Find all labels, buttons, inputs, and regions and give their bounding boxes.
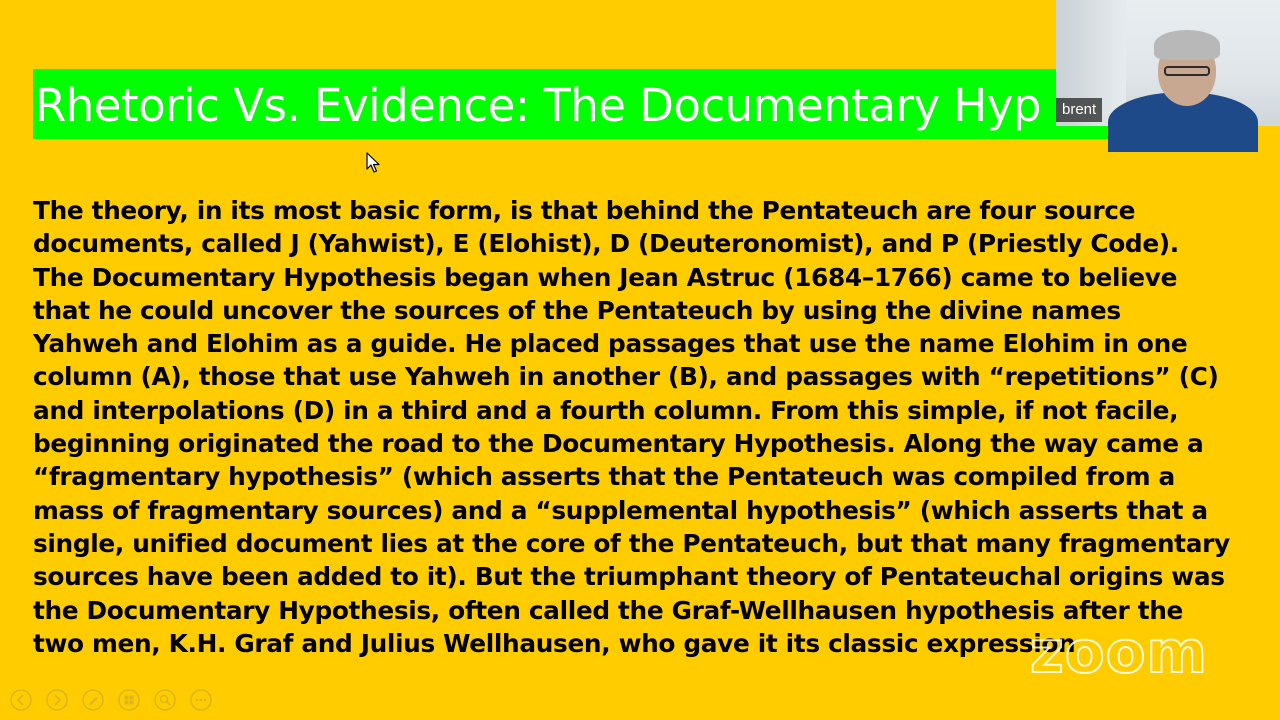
slide-body-line: The theory, in its most basic form, is that behind the Pentateuch are four source [33,196,1136,225]
slide-body-line: sources have been added to it). But the triumphant theory of Pentateuchal origins was [33,562,1225,592]
slide-body-line: beginning originated the road to the Documentary Hypothesis. Along the way came a [33,429,1204,459]
participant-video-hair [1154,30,1220,60]
slide-body-line: mass of fragmentary sources) and a “supplemental hypothesis” (which asserts that a [33,495,1208,525]
zoom-watermark: zoom [1030,618,1208,686]
grid-icon[interactable] [118,689,140,711]
slide-title: Rhetoric Vs. Evidence: The Documentary Hyp [35,79,1041,132]
slide-body-line: column (A), those that use Yahweh in another (B), and passages with “repetitions” (C) [33,362,1219,392]
slide-body-line: that he could uncover the sources of the Pentateuch by using the divine names [33,295,1121,325]
participant-name-label: brent [1056,98,1102,122]
zoom-icon[interactable] [154,689,176,711]
pen-icon[interactable] [82,689,104,711]
slide-body-line: “fragmentary hypothesis” (which asserts that the Pentateuch was compiled from a [33,462,1175,492]
slide-body-line: Yahweh and Elohim as a guide. He placed passages that use the name Elohim in one [33,329,1188,359]
slide-body-line: documents, called J (Yahwist), E (Elohist), D (Deuteronomist), and P (Priestly Code). [33,229,1179,259]
slide-controls [10,688,212,712]
slide-body-line: the Documentary Hypothesis, often called the Graf-Wellhausen hypothesis after the [33,595,1183,625]
mouse-pointer-icon [366,152,380,174]
slide-body-line: The Documentary Hypothesis began when Jean Astruc (1684–1766) came to believe [33,262,1178,292]
participant-video-glasses [1164,66,1210,76]
slide-body-line: and interpolations (D) in a third and a fourth column. From this simple, if not facile, [33,395,1179,425]
more-icon[interactable] [190,689,212,711]
next-slide-icon[interactable] [46,689,68,711]
slide-body-text [33,194,1280,664]
slide-body-line: two men, K.H. Graf and Julius Wellhausen, who gave it its classic expression [33,628,1076,658]
prev-slide-icon[interactable] [10,689,32,711]
slide-body-line: single, unified document lies at the core of the Pentateuch, but that many fragmentary [33,528,1230,558]
